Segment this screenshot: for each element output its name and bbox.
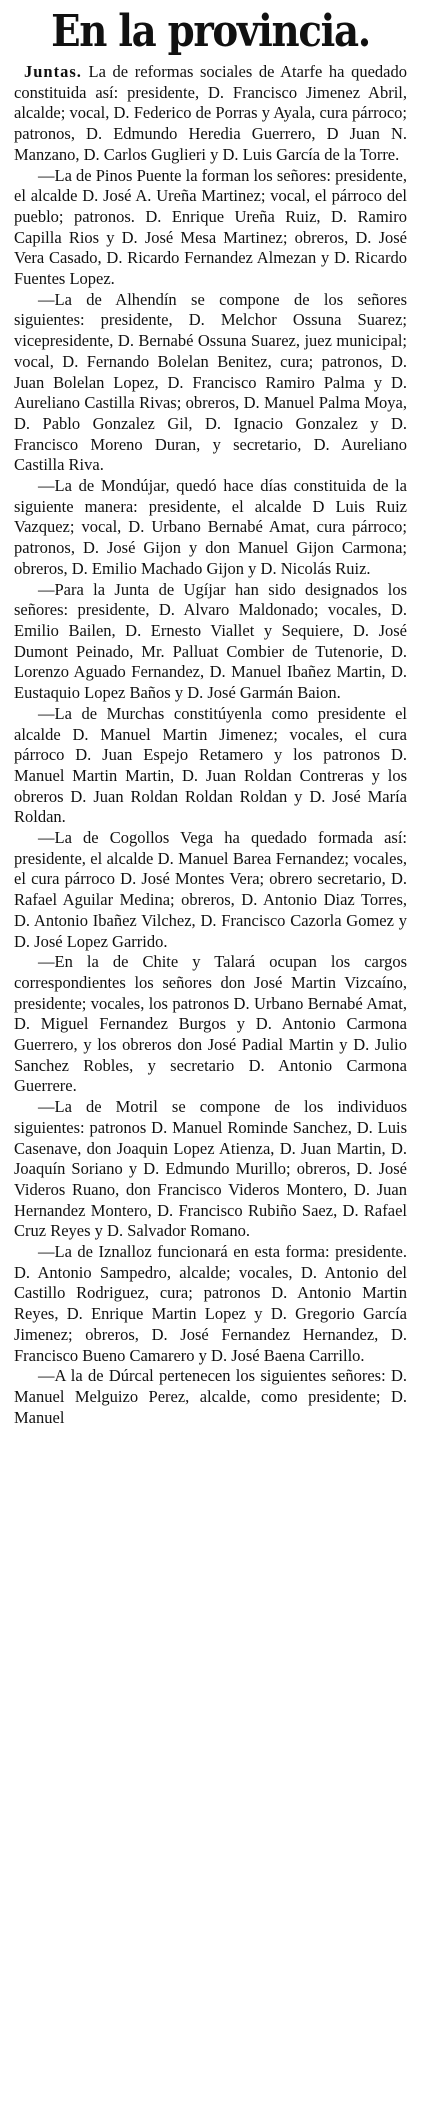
paragraph-pinos-puente: —La de Pinos Puente la forman los señores: presidente, el alcalde D. José A. Ureña Martinez; vocal, el párroco del pueblo; patronos. D. Enrique Ureña Ruiz, D. Ramiro Capilla Rios y D. José Mesa Martinez; obreros, D. José Vera Casado, D. Ricardo Fernandez Almezan y D. Ricardo Fuentes Lopez. (14, 165, 407, 289)
paragraph-durcal: —A la de Dúrcal pertenecen los siguientes señores: D. Manuel Melguizo Perez, alcalde, como presidente; D. Manuel (14, 1366, 407, 1427)
paragraph-mondujar: —La de Mondújar, quedó hace días constituida de la siguiente manera: presidente, el alcalde D Luis Ruiz Vazquez; vocal, D. Urbano Bernabé Amat, cura párroco; patronos, D. José Gijon y don Manuel Gijon Carmona; obreros, D. Emilio Machado Gijon y D. Nicolás Ruiz. (14, 476, 407, 578)
paragraph-atarfe (14, 62, 407, 166)
article-column (14, 62, 407, 1428)
headline: En la provincia. (51, 6, 370, 57)
paragraph-cogollos-vega: —La de Cogollos Vega ha quedado formada así: presidente, el alcalde D. Manuel Barea Fernandez; vocales, el cura párroco D. José Montes Vera; obrero secretario, D. Rafael Aguilar Medina; obreros, D. Antonio Diaz Torres, D. Antonio Ibañez Vilchez, D. Francisco Cazorla Gomez y D. José Lopez Garrido. (14, 828, 407, 951)
paragraph-chite-talara: —En la de Chite y Talará ocupan los cargos correspondientes los señores don José Martin Vizcaíno, presidente; vocales, los patronos D. Urbano Bernabé Amat, D. Miguel Fernandez Burgos y D. Antonio Carmona Guerrero, y los obreros don José Padial Martin y D. Julio Sanchez Robles, y secretario D. Antonio Carmona Guerrere. (14, 952, 407, 1096)
paragraph-iznalloz: —La de Iznalloz funcionará en esta forma: presidente. D. Antonio Sampedro, alcalde; vocales, D. Antonio del Castillo Rodriguez, cura; patronos D. Antonio Martin Reyes, D. Enrique Martin Lopez y D. Gregorio García Jimenez; obreros, D. José Fernandez Hernandez, D. Francisco Bueno Camarero y D. José Baena Carrillo. (14, 1242, 407, 1365)
paragraph-motril: —La de Motril se compone de los individuos siguientes: patronos D. Manuel Rominde Sanchez, D. Luis Casenave, don Joaquin Lopez Atienza, D. Juan Martin, D. Joaquín Soriano y D. Edmundo Murillo; obreros, D. José Videros Ruano, don Francisco Videros Montero, D. Juan Hernandez Montero, D. Francisco Rubiño Saez, D. Rafael Cruz Reyes y D. Salvador Romano. (14, 1097, 407, 1241)
paragraph-ugijar: —Para la Junta de Ugíjar han sido designados los señores: presidente, D. Alvaro Maldonado; vocales, D. Emilio Bailen, D. Ernesto Viallet y Sequiere, D. José Dumont Peinado, Mr. Palluat Combier de Tutenorie, D. Lorenzo Aguado Fernandez, D. Manuel Ibañez Martin, D. Eustaquio Lopez Baños y D. José Garmán Baion. (14, 579, 407, 703)
paragraph-alhendin: —La de Alhendín se compone de los señores siguientes: presidente, D. Melchor Ossuna Suarez; vicepresidente, D. Bernabé Ossuna Suarez, juez municipal; vocal, D. Fernando Bolelan Benitez, cura; patronos, D. Juan Bolelan Lopez, D. Francisco Ramiro Palma y D. Aureliano Castilla Rivas; obreros, D. Manuel Palma Moya, D. Pablo Gonzalez Gil, D. Ignacio Gonzalez y D. Francisco Moreno Duran, y secretario, D. Aureliano Castilla Riva. (14, 289, 407, 475)
paragraph-murchas: —La de Murchas constitúyenla como presidente el alcalde D. Manuel Martin Jimenez; vocales, el cura párroco D. Juan Espejo Retamero y los patronos D. Manuel Martin Martin, D. Juan Roldan Contreras y los obreros D. Juan Roldan Roldan Roldan y D. José María Roldan. (14, 703, 407, 827)
lead-word: Juntas. (24, 62, 82, 81)
paragraph-text: La de reformas sociales de Atarfe ha quedado constituida así: presidente, D. Francisco Jimenez Abril, alcalde; vocal, D. Federico de Porras y Ayala, cura párroco; patronos, D. Edmundo Heredia Guerrero, D Juan N. Manzano, D. Carlos Guglieri y D. Luis García de la Torre. (14, 62, 407, 164)
